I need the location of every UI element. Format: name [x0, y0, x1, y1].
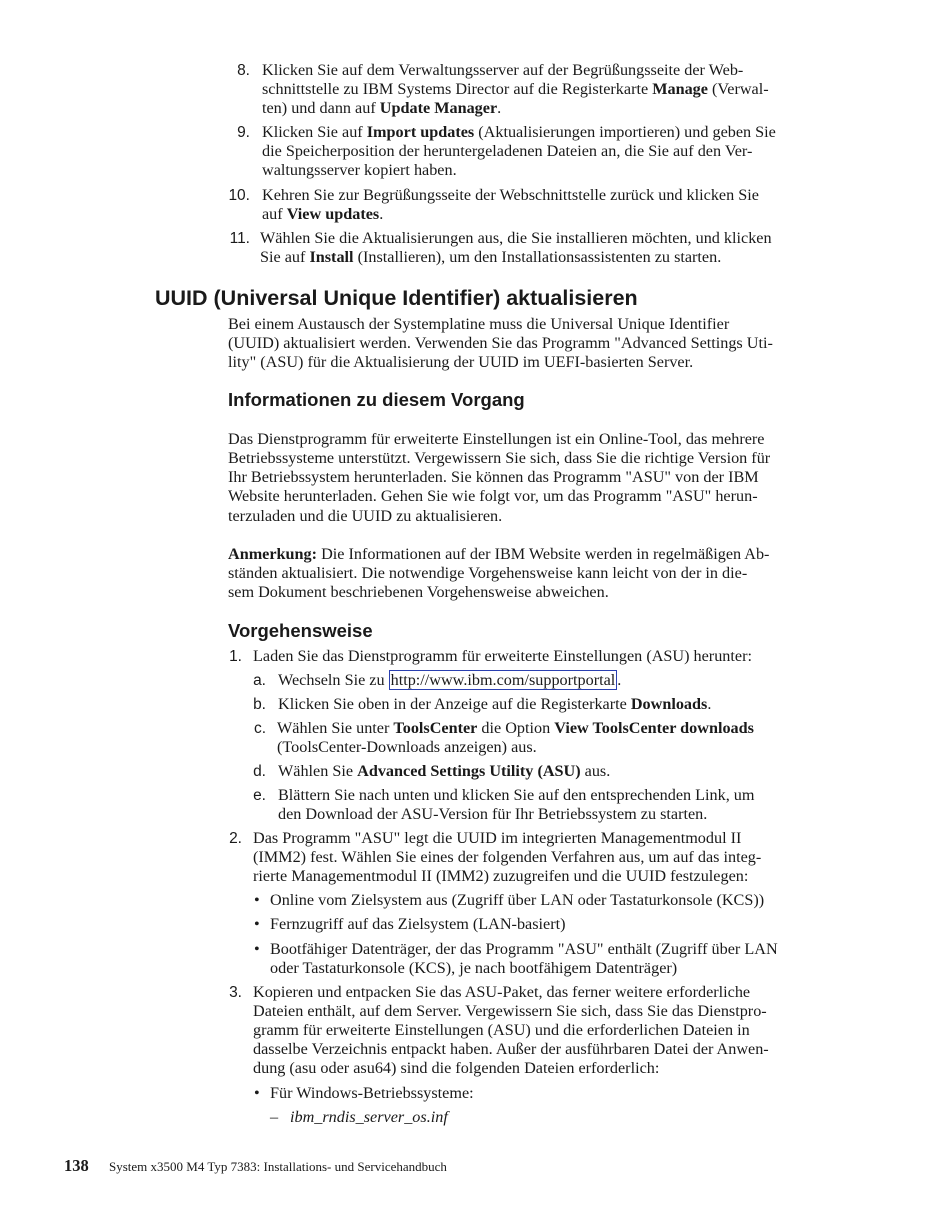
step-2-line-1: Das Programm "ASU" legt die UUID im integrierten Managementmodul II — [253, 829, 742, 847]
intro-line-2: (UUID) aktualisiert werden. Verwenden Sie das Programm "Advanced Settings Uti- — [228, 334, 773, 352]
step-2-bullet-3-line-1: Bootfähiger Datenträger, der das Programm "ASU" enthält (Zugriff über LAN — [270, 940, 778, 958]
note-line-1: Anmerkung: Die Informationen auf der IBM Website werden in regelmäßigen Ab- — [228, 545, 770, 563]
step-2-bullet-3-line-2: oder Tastaturkonsole (KCS), je nach bootfähigem Datenträger) — [270, 959, 678, 977]
step-1-number: 1. — [229, 648, 242, 665]
step-1a-label: a. — [253, 672, 266, 689]
step-1e-label: e. — [253, 787, 266, 804]
step-3-dash: – — [270, 1108, 279, 1126]
step-3-file-1: ibm_rndis_server_os.inf — [290, 1108, 448, 1126]
step-8-line-3: ten) und dann auf Update Manager. — [262, 99, 502, 117]
step-3-line-1: Kopieren und entpacken Sie das ASU-Paket, das ferner weitere erforderliche — [253, 983, 751, 1001]
step-2-number: 2. — [229, 830, 242, 847]
step-3-bullet-1-dot: • — [254, 1084, 260, 1102]
step-2-bullet-1-dot: • — [254, 891, 260, 909]
step-2-bullet-2: Fernzugriff auf das Zielsystem (LAN-basiert) — [270, 915, 566, 933]
step-3-line-4: dasselbe Verzeichnis entpackt haben. Außer der ausführbaren Datei der Anwen- — [253, 1040, 769, 1058]
note-line-2: ständen aktualisiert. Die notwendige Vorgehensweise kann leicht von der in die- — [228, 564, 748, 582]
step-2-line-2: (IMM2) fest. Wählen Sie eines der folgenden Verfahren aus, um auf das integ- — [253, 848, 762, 866]
note-label: Anmerkung: — [228, 545, 318, 563]
step-1c-line-1: Wählen Sie unter ToolsCenter die Option View ToolsCenter downloads — [277, 719, 754, 737]
step-2-line-3: rierte Managementmodul II (IMM2) zuzugreifen und die UUID festzulegen: — [253, 867, 749, 885]
page-number: 138 — [64, 1156, 89, 1175]
step-9-line-3: waltungsserver kopiert haben. — [262, 161, 457, 179]
intro-line-1: Bei einem Austausch der Systemplatine muss die Universal Unique Identifier — [228, 315, 730, 333]
step-1c-label: c. — [253, 720, 266, 737]
step-3-bullet-1: Für Windows-Betriebssysteme: — [270, 1084, 474, 1102]
step-1b-text: Klicken Sie oben in der Anzeige auf die Registerkarte Downloads. — [278, 695, 712, 713]
note-line-3: sem Dokument beschriebenen Vorgehensweise abweichen. — [228, 583, 609, 601]
step-1c-line-2: (ToolsCenter-Downloads anzeigen) aus. — [277, 738, 537, 756]
step-1e-line-2: den Download der ASU-Version für Ihr Betriebssystem zu starten. — [278, 805, 708, 823]
info-line-5: terzuladen und die UUID zu aktualisieren. — [228, 507, 503, 525]
info-line-4: Website herunterladen. Gehen Sie wie folgt vor, um das Programm "ASU" herun- — [228, 487, 758, 505]
step-8-line-2: schnittstelle zu IBM Systems Director auf die Registerkarte Manage (Verwal- — [262, 80, 769, 98]
step-3-line-5: dung (asu oder asu64) sind die folgenden Dateien erforderlich: — [253, 1059, 660, 1077]
step-11-line-1: Wählen Sie die Aktualisierungen aus, die Sie installieren möchten, und klicken — [260, 229, 772, 247]
step-1e-line-1: Blättern Sie nach unten und klicken Sie auf den entsprechenden Link, um — [278, 786, 755, 804]
step-9-line-1: Klicken Sie auf Import updates (Aktualisierungen importieren) und geben Sie — [262, 123, 776, 141]
step-10-number: 10. — [228, 187, 250, 204]
step-10-line-1: Kehren Sie zur Begrüßungsseite der Webschnittstelle zurück und klicken Sie — [262, 186, 759, 204]
step-11-line-2: Sie auf Install (Installieren), um den Installationsassistenten zu starten. — [260, 248, 722, 266]
step-3-line-2: Dateien enthält, auf dem Server. Vergewissern Sie sich, dass Sie das Dienstpro- — [253, 1002, 767, 1020]
step-9-line-2: die Speicherposition der heruntergeladenen Dateien an, die Sie auf den Ver- — [262, 142, 753, 160]
step-9-number: 9. — [237, 124, 250, 141]
step-1b-label: b. — [253, 696, 266, 713]
step-1d-label: d. — [253, 763, 266, 780]
step-2-bullet-1: Online vom Zielsystem aus (Zugriff über LAN oder Tastaturkonsole (KCS)) — [270, 891, 765, 909]
step-1d-text: Wählen Sie Advanced Settings Utility (ASU) aus. — [278, 762, 611, 780]
step-2-bullet-3-dot: • — [254, 940, 260, 958]
supportportal-link[interactable]: http://www.ibm.com/supportportal — [390, 671, 616, 689]
step-2-bullet-2-dot: • — [254, 915, 260, 933]
step-10-line-2: auf View updates. — [262, 205, 384, 223]
step-3-number: 3. — [229, 984, 242, 1001]
step-1-text: Laden Sie das Dienstprogramm für erweiterte Einstellungen (ASU) herunter: — [253, 647, 752, 665]
step-1a-text: Wechseln Sie zu http://www.ibm.com/supportportal . — [278, 671, 622, 689]
footer-title: System x3500 M4 Typ 7383: Installations- und Servicehandbuch — [109, 1159, 447, 1174]
step-3-line-3: gramm für erweiterte Einstellungen (ASU) und die erforderlichen Dateien in — [253, 1021, 750, 1039]
step-8-number: 8. — [237, 62, 250, 79]
info-line-3: Ihr Betriebssystem herunterladen. Sie können das Programm "ASU" von der IBM — [228, 468, 759, 486]
info-line-1: Das Dienstprogramm für erweiterte Einstellungen ist ein Online-Tool, das mehrere — [228, 430, 765, 448]
procedure-heading: Vorgehensweise — [228, 620, 373, 641]
info-heading: Informationen zu diesem Vorgang — [228, 389, 525, 410]
step-11-number: 11. — [229, 230, 250, 247]
intro-line-3: lity" (ASU) für die Aktualisierung der UUID im UEFI-basierten Server. — [228, 353, 694, 371]
section-title: UUID (Universal Unique Identifier) aktualisieren — [155, 286, 638, 310]
info-line-2: Betriebssysteme unterstützt. Vergewissern Sie sich, dass Sie die richtige Version für — [228, 449, 771, 467]
step-8-line-1: Klicken Sie auf dem Verwaltungsserver auf der Begrüßungsseite der Web- — [262, 61, 744, 79]
